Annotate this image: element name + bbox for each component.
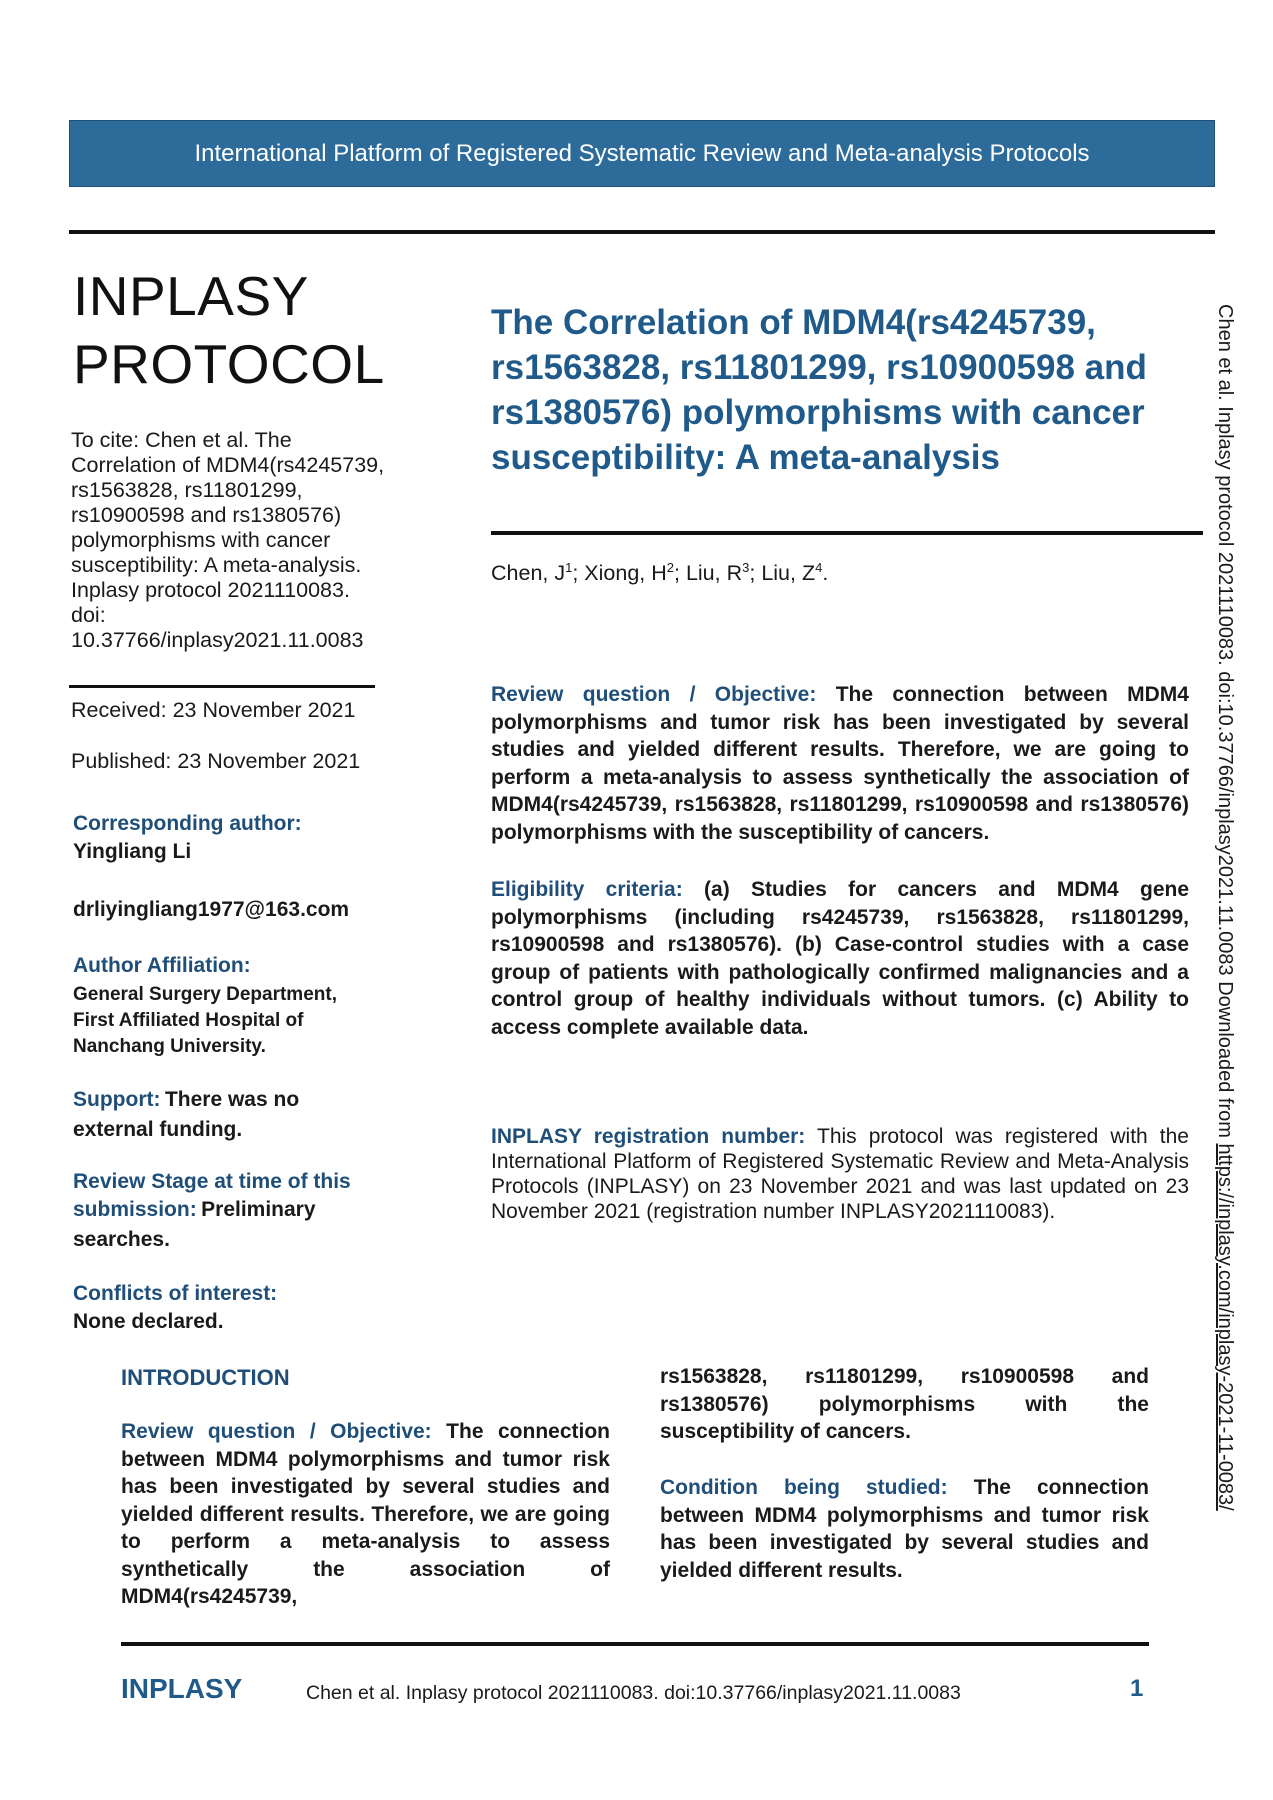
- intro-review-question: [121, 1418, 610, 1611]
- author-name: Liu, R: [685, 561, 743, 586]
- support-value: There was no: [164, 1088, 300, 1111]
- author-affiliation-number: 1: [565, 560, 573, 575]
- citation-line: doi:: [71, 603, 106, 627]
- citation-doi[interactable]: 10.37766/inplasy2021.11.0083: [71, 628, 364, 652]
- author-email[interactable]: drliyingliang1977@163.com: [73, 898, 350, 921]
- author-name: Chen, J: [491, 561, 566, 586]
- corresponding-author-name: Yingliang Li: [73, 840, 192, 863]
- citation-line: susceptibility: A meta-analysis.: [71, 553, 362, 577]
- sidebar-text: Chen et al. Inplasy protocol 2021110083. doi:10.37766/inplasy2021.11.0083 Downloaded from: [1214, 304, 1236, 1144]
- registration-label: INPLASY registration number:: [491, 1125, 806, 1148]
- author-separator: ;: [749, 561, 762, 586]
- author-separator: .: [822, 561, 829, 586]
- brand-line-1: INPLASY: [73, 265, 309, 327]
- title-divider: [491, 531, 1203, 535]
- review-stage-label: Review Stage at time of this: [73, 1170, 351, 1193]
- affiliation-line: First Affiliated Hospital of: [73, 1010, 304, 1031]
- affiliation-line: Nanchang University.: [73, 1036, 266, 1057]
- abstract-review-question: [491, 681, 1189, 846]
- author-affiliation-number: 4: [815, 560, 823, 575]
- condition-label: Condition being studied:: [660, 1476, 948, 1499]
- published-date: Published: 23 November 2021: [71, 749, 361, 773]
- support-block: [73, 1086, 299, 1144]
- review-question-text: The connection between MDM4 polymorphisms and tumor risk has been investigated by several studies and yielded different results. Therefore, we are going to perform a meta-analysis to assess synthetically the association of MDM4(rs4245739, rs1563828, rs11801299, rs10900598 and rs1380576) polymorphisms with the susceptibility of cancers.: [491, 683, 1189, 844]
- author-list: [491, 560, 828, 586]
- conflicts-label: Conflicts of interest:: [73, 1282, 278, 1305]
- affiliation-line: General Surgery Department,: [73, 984, 337, 1005]
- author-name: Xiong, H: [584, 561, 667, 586]
- author-separator: ;: [674, 561, 686, 586]
- intro-review-question-text-cont: rs1563828, rs11801299, rs10900598 and rs1380576) polymorphisms with the susceptibility of cancers.: [660, 1365, 1149, 1443]
- footer-citation: Chen et al. Inplasy protocol 2021110083. doi:10.37766/inplasy2021.11.0083: [306, 1682, 961, 1704]
- footer-divider: [121, 1642, 1149, 1646]
- intro-condition: [660, 1474, 1149, 1584]
- author-separator: ;: [572, 561, 585, 586]
- support-value-2: external funding.: [73, 1118, 243, 1141]
- author-affiliation-number: 3: [742, 560, 750, 575]
- condition-text: The connection between MDM4 polymorphisms and tumor risk has been investigated by several studies and yielded different results.: [660, 1476, 1149, 1582]
- protocol-brand: [73, 262, 385, 398]
- top-divider: [69, 230, 1215, 234]
- citation-line: polymorphisms with cancer: [71, 528, 331, 552]
- abstract-registration: [491, 1124, 1189, 1224]
- conflicts-block: [73, 1280, 277, 1336]
- abstract-eligibility: [491, 876, 1189, 1041]
- review-stage-value: Preliminary: [201, 1198, 316, 1221]
- introduction-heading: INTRODUCTION: [121, 1365, 290, 1390]
- registration-text: This protocol was registered with the International Platform of Registered Systematic Review and Meta-Analysis Protocols (INPLASY) on 23 November 2021 and was last updated on 23 November 2021 (registration number INPLASY2021110083).: [491, 1125, 1189, 1223]
- footer-brand: INPLASY: [121, 1673, 243, 1704]
- review-stage-block: [73, 1168, 351, 1254]
- author-name: Liu, Z: [761, 561, 816, 586]
- eligibility-text: (a) Studies for cancers and MDM4 gene polymorphisms (including rs4245739, rs1563828, rs11801299, rs10900598 and rs1380576). (b) Case-control studies with a case group of patients with pathologically confirmed malignancies and a control group of healthy individuals without tumors. (c) Ability to access complete available data.: [491, 878, 1190, 1039]
- download-sidebar: [1210, 304, 1240, 1634]
- intro-review-question-text: The connection between MDM4 polymorphisms and tumor risk has been investigated by several studies and yielded different results. Therefore, we are going to perform a meta-analysis to assess synthetically the association of MDM4(rs4245739,: [121, 1420, 610, 1608]
- title-line: The Correlation of MDM4(rs4245739,: [491, 303, 1096, 342]
- conflicts-value: None declared.: [73, 1310, 224, 1333]
- affiliation-label: Author Affiliation:: [73, 954, 251, 977]
- brand-line-2: PROTOCOL: [73, 333, 385, 395]
- citation-line: To cite: Chen et al. The: [71, 428, 292, 452]
- support-label: Support:: [73, 1088, 161, 1111]
- header-banner: International Platform of Registered Systematic Review and Meta-analysis Protocols: [69, 120, 1215, 187]
- intro-review-question-label: Review question / Objective:: [121, 1420, 432, 1443]
- received-date: Received: 23 November 2021: [71, 698, 356, 722]
- citation-line: rs1563828, rs11801299,: [71, 478, 303, 502]
- article-title: [491, 300, 1211, 480]
- citation-line: Inplasy protocol 2021110083.: [71, 578, 350, 602]
- eligibility-label: Eligibility criteria:: [491, 878, 683, 901]
- review-question-label: Review question / Objective:: [491, 683, 817, 706]
- intro-review-question-continued: [660, 1363, 1149, 1446]
- title-line: rs1380576) polymorphisms with cancer: [491, 393, 1145, 432]
- page-number: 1: [1130, 1675, 1144, 1702]
- corresponding-author-label: Corresponding author:: [73, 812, 302, 835]
- affiliation-text: [73, 982, 337, 1060]
- title-line: susceptibility: A meta-analysis: [491, 438, 1000, 477]
- review-stage-label-2: submission:: [73, 1198, 197, 1221]
- citation-block: [71, 428, 433, 653]
- left-divider: [69, 685, 375, 688]
- citation-line: Correlation of MDM4(rs4245739,: [71, 453, 385, 477]
- citation-line: rs10900598 and rs1380576): [71, 503, 342, 527]
- title-line: rs1563828, rs11801299, rs10900598 and: [491, 348, 1147, 387]
- review-stage-value-2: searches.: [73, 1228, 170, 1251]
- sidebar-link[interactable]: https://inplasy.com/inplasy-2021-11-0083/: [1214, 1143, 1236, 1511]
- author-affiliation-number: 2: [666, 560, 674, 575]
